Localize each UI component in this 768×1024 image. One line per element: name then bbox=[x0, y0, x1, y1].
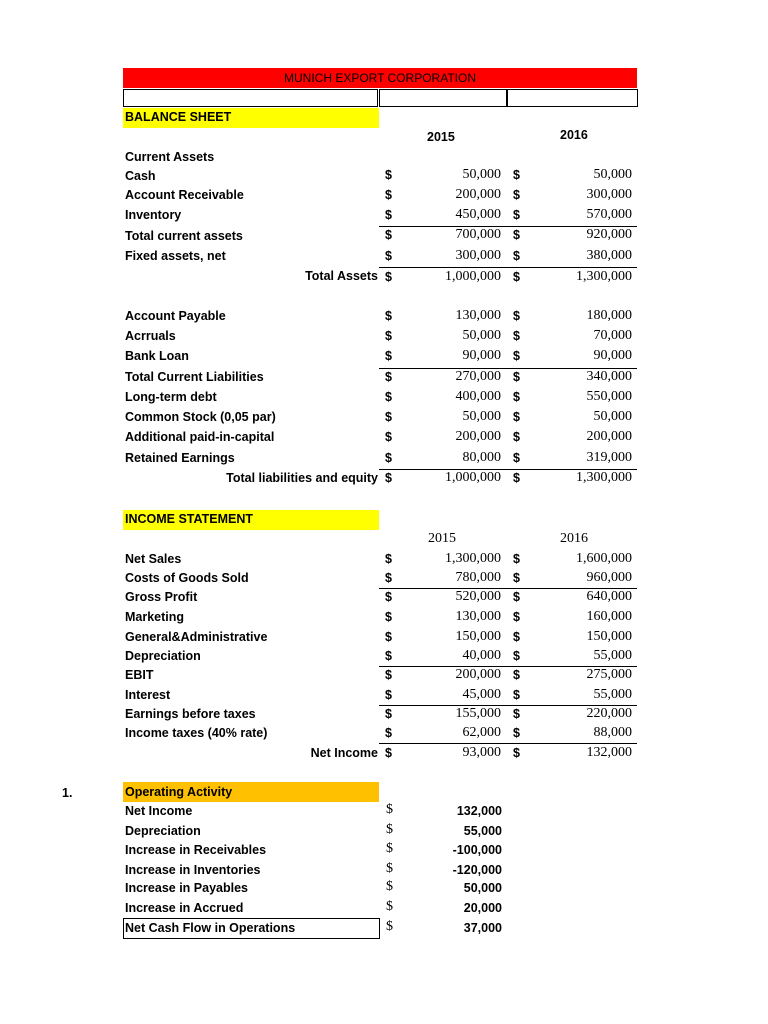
currency-symbol: $ bbox=[513, 746, 520, 760]
total-rule bbox=[379, 743, 637, 744]
currency-symbol: $ bbox=[385, 610, 392, 624]
balance-sheet-heading: BALANCE SHEET bbox=[125, 110, 232, 124]
row-label: Costs of Goods Sold bbox=[125, 571, 249, 585]
value-2015: 780,000 bbox=[455, 570, 501, 585]
currency-symbol: $ bbox=[513, 249, 520, 263]
currency-symbol: $ bbox=[513, 390, 520, 404]
row-label: Depreciation bbox=[125, 649, 201, 663]
value-2016: 160,000 bbox=[586, 609, 632, 624]
value-2015: 150,000 bbox=[455, 629, 501, 644]
value-2016: 220,000 bbox=[586, 706, 632, 721]
value-2015: 300,000 bbox=[455, 248, 501, 263]
empty-cell-c bbox=[507, 89, 638, 107]
currency-symbol: $ bbox=[513, 329, 520, 343]
currency-symbol: $ bbox=[385, 649, 392, 663]
cash-flow-value: -100,000 bbox=[452, 843, 502, 857]
net-income-label: Net Income bbox=[310, 746, 378, 760]
currency-symbol: $ bbox=[513, 349, 520, 363]
operating-heading: Operating Activity bbox=[125, 785, 233, 799]
row-label: Income taxes (40% rate) bbox=[125, 726, 268, 740]
currency-symbol: $ bbox=[513, 430, 520, 444]
total-liabilities-2016: 1,300,000 bbox=[576, 470, 632, 485]
value-2015: 50,000 bbox=[462, 328, 501, 343]
row-label: Net Sales bbox=[125, 552, 182, 566]
currency-symbol: $ bbox=[386, 802, 393, 817]
currency-symbol: $ bbox=[385, 249, 392, 263]
bs-year-2015: 2015 bbox=[427, 130, 455, 144]
row-label: Bank Loan bbox=[125, 349, 189, 363]
row-label: Account Payable bbox=[125, 309, 226, 323]
value-2016: 50,000 bbox=[593, 409, 632, 424]
currency-symbol: $ bbox=[513, 688, 520, 702]
currency-symbol: $ bbox=[386, 841, 393, 856]
row-label: Interest bbox=[125, 688, 171, 702]
value-2016: 55,000 bbox=[593, 648, 632, 663]
cash-flow-value: 50,000 bbox=[463, 881, 502, 895]
row-label: Depreciation bbox=[125, 824, 201, 838]
currency-symbol: $ bbox=[513, 451, 520, 465]
currency-symbol: $ bbox=[513, 571, 520, 585]
currency-symbol: $ bbox=[513, 668, 520, 682]
cash-flow-value: -120,000 bbox=[452, 863, 502, 877]
value-2015: 40,000 bbox=[462, 648, 501, 663]
value-2015: 400,000 bbox=[455, 389, 501, 404]
currency-symbol: $ bbox=[385, 688, 392, 702]
value-2015: 62,000 bbox=[462, 725, 501, 740]
currency-symbol: $ bbox=[386, 861, 393, 876]
value-2016: 275,000 bbox=[586, 667, 632, 682]
value-2016: 300,000 bbox=[586, 187, 632, 202]
row-label: Total Current Liabilities bbox=[125, 370, 264, 384]
total-assets-2016: 1,300,000 bbox=[576, 269, 632, 284]
currency-symbol: $ bbox=[386, 822, 393, 837]
value-2015: 130,000 bbox=[455, 308, 501, 323]
row-label: Acrruals bbox=[125, 329, 176, 343]
current-assets-label: Current Assets bbox=[125, 150, 215, 164]
is-year-2015: 2015 bbox=[428, 531, 456, 546]
currency-symbol: $ bbox=[385, 668, 392, 682]
row-label: Net Income bbox=[125, 804, 193, 818]
value-2016: 70,000 bbox=[593, 328, 632, 343]
value-2016: 55,000 bbox=[593, 687, 632, 702]
currency-symbol: $ bbox=[513, 188, 520, 202]
row-label: Retained Earnings bbox=[125, 451, 235, 465]
value-2015: 130,000 bbox=[455, 609, 501, 624]
currency-symbol: $ bbox=[386, 919, 393, 934]
currency-symbol: $ bbox=[513, 590, 520, 604]
row-label: Increase in Accrued bbox=[125, 901, 244, 915]
value-2015: 80,000 bbox=[462, 450, 501, 465]
value-2015: 50,000 bbox=[462, 409, 501, 424]
value-2016: 319,000 bbox=[586, 450, 632, 465]
currency-symbol: $ bbox=[386, 879, 393, 894]
cash-flow-value: 132,000 bbox=[456, 804, 502, 818]
row-label: EBIT bbox=[125, 668, 154, 682]
currency-symbol: $ bbox=[513, 208, 520, 222]
currency-symbol: $ bbox=[385, 270, 392, 284]
row-label: Cash bbox=[125, 169, 156, 183]
income-statement-heading: INCOME STATEMENT bbox=[125, 512, 254, 526]
currency-symbol: $ bbox=[385, 370, 392, 384]
currency-symbol: $ bbox=[513, 552, 520, 566]
net-cash-flow-label: Net Cash Flow in Operations bbox=[125, 921, 296, 935]
row-label: Additional paid-in-capital bbox=[125, 430, 275, 444]
currency-symbol: $ bbox=[513, 649, 520, 663]
row-label: General&Administrative bbox=[125, 630, 268, 644]
value-2016: 570,000 bbox=[586, 207, 632, 222]
value-2015: 700,000 bbox=[455, 227, 501, 242]
bs-year-2016: 2016 bbox=[560, 128, 588, 142]
value-2015: 155,000 bbox=[455, 706, 501, 721]
value-2015: 200,000 bbox=[455, 429, 501, 444]
currency-symbol: $ bbox=[385, 309, 392, 323]
currency-symbol: $ bbox=[513, 610, 520, 624]
value-2016: 960,000 bbox=[586, 570, 632, 585]
currency-symbol: $ bbox=[385, 168, 392, 182]
value-2016: 340,000 bbox=[586, 369, 632, 384]
row-label: Increase in Inventories bbox=[125, 863, 261, 877]
value-2016: 180,000 bbox=[586, 308, 632, 323]
total-liabilities-label: Total liabilities and equity bbox=[226, 471, 378, 485]
empty-cell-b bbox=[379, 89, 507, 107]
total-rule bbox=[379, 267, 637, 268]
currency-symbol: $ bbox=[386, 899, 393, 914]
total-assets-label: Total Assets bbox=[305, 269, 378, 283]
total-liabilities-2015: 1,000,000 bbox=[445, 470, 501, 485]
row-label: Increase in Receivables bbox=[125, 843, 267, 857]
value-2015: 200,000 bbox=[455, 187, 501, 202]
value-2015: 520,000 bbox=[455, 589, 501, 604]
value-2016: 90,000 bbox=[593, 348, 632, 363]
currency-symbol: $ bbox=[385, 707, 392, 721]
currency-symbol: $ bbox=[385, 552, 392, 566]
income-statement-heading-bg bbox=[123, 510, 379, 530]
row-label: Marketing bbox=[125, 610, 185, 624]
row-label: Account Receivable bbox=[125, 188, 244, 202]
currency-symbol: $ bbox=[513, 270, 520, 284]
net-cash-flow-value: 37,000 bbox=[463, 921, 502, 935]
value-2016: 640,000 bbox=[586, 589, 632, 604]
currency-symbol: $ bbox=[385, 471, 392, 485]
total-assets-2015: 1,000,000 bbox=[445, 269, 501, 284]
currency-symbol: $ bbox=[385, 410, 392, 424]
value-2016: 1,600,000 bbox=[576, 551, 632, 566]
currency-symbol: $ bbox=[513, 228, 520, 242]
currency-symbol: $ bbox=[513, 168, 520, 182]
currency-symbol: $ bbox=[385, 329, 392, 343]
currency-symbol: $ bbox=[385, 746, 392, 760]
currency-symbol: $ bbox=[385, 349, 392, 363]
currency-symbol: $ bbox=[385, 188, 392, 202]
currency-symbol: $ bbox=[513, 410, 520, 424]
currency-symbol: $ bbox=[385, 726, 392, 740]
value-2016: 88,000 bbox=[593, 725, 632, 740]
empty-cell-a bbox=[123, 89, 378, 107]
value-2016: 550,000 bbox=[586, 389, 632, 404]
value-2016: 200,000 bbox=[586, 429, 632, 444]
row-label: Long-term debt bbox=[125, 390, 217, 404]
value-2015: 270,000 bbox=[455, 369, 501, 384]
row-label: Total current assets bbox=[125, 229, 243, 243]
value-2015: 1,300,000 bbox=[445, 551, 501, 566]
currency-symbol: $ bbox=[385, 430, 392, 444]
row-label: Gross Profit bbox=[125, 590, 198, 604]
currency-symbol: $ bbox=[385, 571, 392, 585]
row-label: Increase in Payables bbox=[125, 881, 248, 895]
row-label: Common Stock (0,05 par) bbox=[125, 410, 276, 424]
value-2015: 50,000 bbox=[462, 167, 501, 182]
currency-symbol: $ bbox=[385, 390, 392, 404]
net-income-2015: 93,000 bbox=[462, 745, 501, 760]
currency-symbol: $ bbox=[513, 309, 520, 323]
balance-sheet-heading-bg bbox=[123, 108, 379, 128]
currency-symbol: $ bbox=[385, 208, 392, 222]
row-label: Earnings before taxes bbox=[125, 707, 256, 721]
row-label: Inventory bbox=[125, 208, 182, 222]
company-title: MUNICH EXPORT CORPORATION bbox=[283, 71, 477, 85]
value-2015: 90,000 bbox=[462, 348, 501, 363]
currency-symbol: $ bbox=[513, 726, 520, 740]
currency-symbol: $ bbox=[513, 630, 520, 644]
currency-symbol: $ bbox=[513, 471, 520, 485]
value-2015: 200,000 bbox=[455, 667, 501, 682]
currency-symbol: $ bbox=[385, 228, 392, 242]
value-2016: 380,000 bbox=[586, 248, 632, 263]
row-label: Fixed assets, net bbox=[125, 249, 226, 263]
currency-symbol: $ bbox=[385, 590, 392, 604]
currency-symbol: $ bbox=[513, 370, 520, 384]
value-2016: 150,000 bbox=[586, 629, 632, 644]
value-2015: 450,000 bbox=[455, 207, 501, 222]
value-2016: 920,000 bbox=[586, 227, 632, 242]
currency-symbol: $ bbox=[513, 707, 520, 721]
cash-flow-value: 55,000 bbox=[463, 824, 502, 838]
value-2016: 50,000 bbox=[593, 167, 632, 182]
question-number: 1. bbox=[62, 786, 73, 800]
currency-symbol: $ bbox=[385, 451, 392, 465]
is-year-2016: 2016 bbox=[560, 531, 588, 546]
cash-flow-value: 20,000 bbox=[463, 901, 502, 915]
currency-symbol: $ bbox=[385, 630, 392, 644]
net-income-2016: 132,000 bbox=[586, 745, 632, 760]
value-2015: 45,000 bbox=[462, 687, 501, 702]
